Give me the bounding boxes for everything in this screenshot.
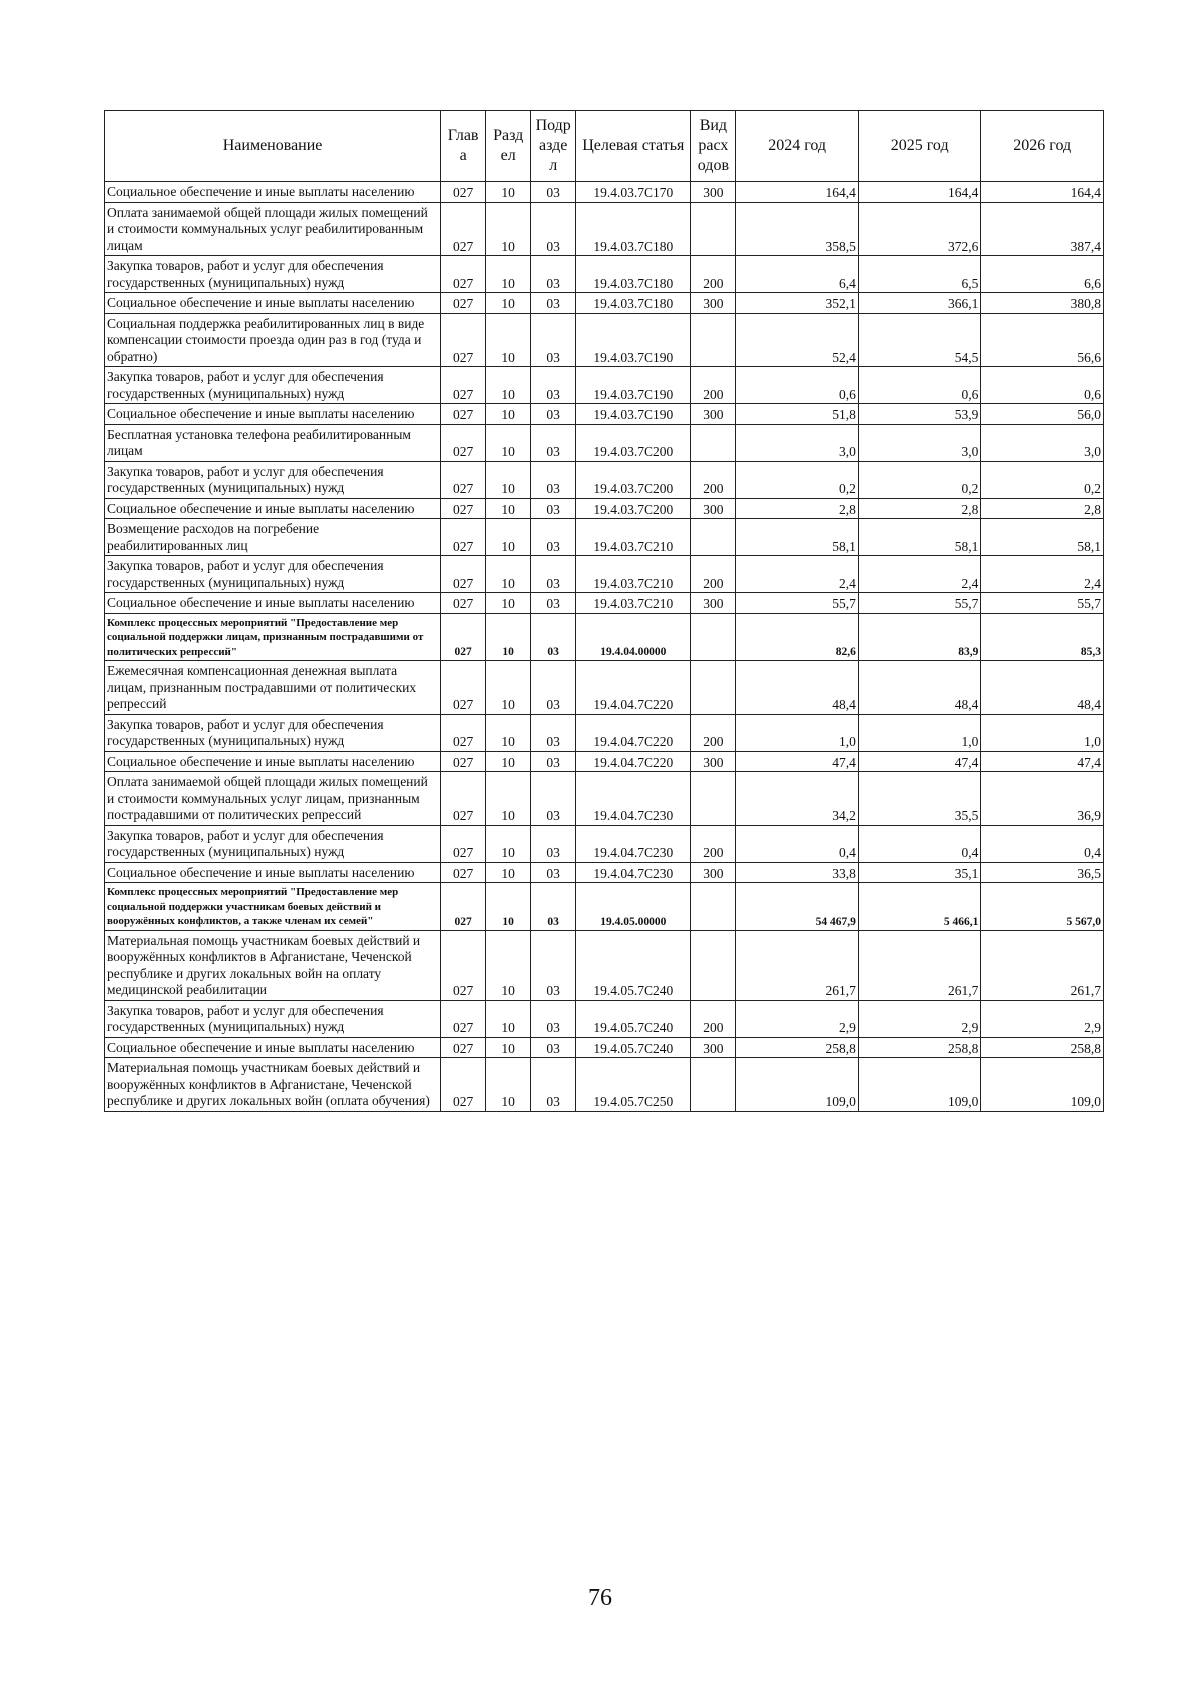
row-glava: 027 (441, 519, 486, 556)
row-podrazdel: 03 (531, 519, 576, 556)
row-razdel: 10 (486, 313, 531, 367)
table-body (105, 182, 1104, 1112)
row-value-2025: 47,4 (858, 751, 981, 772)
row-value-2024: 358,5 (736, 202, 859, 256)
row-expense-type (691, 1058, 736, 1112)
row-value-2026: 258,8 (981, 1037, 1104, 1058)
row-target-article: 19.4.05.7С240 (576, 1000, 691, 1037)
row-name: Социальное обеспечение и иные выплаты населению (105, 182, 441, 203)
row-value-2025: 58,1 (858, 519, 981, 556)
row-target-article: 19.4.05.7С250 (576, 1058, 691, 1112)
row-glava: 027 (441, 1058, 486, 1112)
table-row (105, 714, 1104, 751)
row-podrazdel: 03 (531, 593, 576, 614)
row-podrazdel: 03 (531, 714, 576, 751)
row-target-article: 19.4.04.7С220 (576, 714, 691, 751)
row-glava: 027 (441, 556, 486, 593)
row-value-2024: 352,1 (736, 293, 859, 314)
row-value-2025: 53,9 (858, 404, 981, 425)
row-podrazdel: 03 (531, 661, 576, 715)
table-row (105, 519, 1104, 556)
row-podrazdel: 03 (531, 424, 576, 461)
row-target-article: 19.4.03.7С180 (576, 256, 691, 293)
row-value-2026: 48,4 (981, 661, 1104, 715)
row-target-article: 19.4.04.7С230 (576, 772, 691, 826)
row-glava: 027 (441, 498, 486, 519)
row-expense-type (691, 613, 736, 661)
row-podrazdel: 03 (531, 751, 576, 772)
row-razdel: 10 (486, 714, 531, 751)
header-target-article: Целевая статья (576, 111, 691, 182)
row-expense-type: 300 (691, 404, 736, 425)
header-podrazdel: Подр азде л (531, 111, 576, 182)
row-value-2025: 0,6 (858, 367, 981, 404)
row-podrazdel: 03 (531, 498, 576, 519)
row-glava: 027 (441, 404, 486, 425)
row-expense-type: 200 (691, 367, 736, 404)
row-razdel: 10 (486, 1037, 531, 1058)
row-glava: 027 (441, 256, 486, 293)
row-target-article: 19.4.03.7С180 (576, 202, 691, 256)
row-razdel: 10 (486, 593, 531, 614)
row-target-article: 19.4.03.7С170 (576, 182, 691, 203)
row-glava: 027 (441, 367, 486, 404)
row-value-2024: 261,7 (736, 930, 859, 1000)
row-value-2024: 6,4 (736, 256, 859, 293)
row-podrazdel: 03 (531, 1000, 576, 1037)
row-value-2026: 36,5 (981, 862, 1104, 883)
row-razdel: 10 (486, 825, 531, 862)
row-value-2026: 387,4 (981, 202, 1104, 256)
row-expense-type: 200 (691, 825, 736, 862)
row-expense-type (691, 313, 736, 367)
row-value-2026: 36,9 (981, 772, 1104, 826)
row-value-2024: 54 467,9 (736, 883, 859, 931)
row-podrazdel: 03 (531, 556, 576, 593)
row-expense-type: 200 (691, 714, 736, 751)
row-value-2025: 2,8 (858, 498, 981, 519)
row-value-2025: 35,1 (858, 862, 981, 883)
row-expense-type (691, 883, 736, 931)
row-value-2026: 85,3 (981, 613, 1104, 661)
row-name: Социальное обеспечение и иные выплаты населению (105, 293, 441, 314)
row-razdel: 10 (486, 751, 531, 772)
table-row (105, 256, 1104, 293)
row-glava: 027 (441, 825, 486, 862)
row-value-2025: 164,4 (858, 182, 981, 203)
row-name: Материальная помощь участникам боевых действий и вооружённых конфликтов в Афганистане, Чеченской республике и других локальных войн на оплату медицинской реабилитации (105, 930, 441, 1000)
row-value-2024: 164,4 (736, 182, 859, 203)
row-expense-type (691, 202, 736, 256)
row-glava: 027 (441, 1000, 486, 1037)
row-value-2025: 1,0 (858, 714, 981, 751)
row-value-2024: 51,8 (736, 404, 859, 425)
row-razdel: 10 (486, 556, 531, 593)
row-value-2026: 0,2 (981, 461, 1104, 498)
row-expense-type (691, 424, 736, 461)
row-razdel: 10 (486, 883, 531, 931)
row-target-article: 19.4.05.7С240 (576, 930, 691, 1000)
row-value-2026: 0,6 (981, 367, 1104, 404)
row-value-2025: 55,7 (858, 593, 981, 614)
header-2026: 2026 год (981, 111, 1104, 182)
row-podrazdel: 03 (531, 293, 576, 314)
row-glava: 027 (441, 593, 486, 614)
table-row (105, 293, 1104, 314)
table-row (105, 1058, 1104, 1112)
row-name: Возмещение расходов на погребение реабилитированных лиц (105, 519, 441, 556)
row-glava: 027 (441, 202, 486, 256)
table-row (105, 613, 1104, 661)
table-row (105, 862, 1104, 883)
row-glava: 027 (441, 772, 486, 826)
row-expense-type (691, 519, 736, 556)
row-value-2025: 261,7 (858, 930, 981, 1000)
row-name: Социальное обеспечение и иные выплаты населению (105, 404, 441, 425)
header-expense-type: Вид расх одов (691, 111, 736, 182)
row-value-2026: 5 567,0 (981, 883, 1104, 931)
row-name: Оплата занимаемой общей площади жилых помещений и стоимости коммунальных услуг реабилитированным лицам (105, 202, 441, 256)
row-podrazdel: 03 (531, 862, 576, 883)
page-number: 76 (588, 1585, 612, 1611)
table-row (105, 661, 1104, 715)
row-value-2025: 5 466,1 (858, 883, 981, 931)
row-glava: 027 (441, 613, 486, 661)
row-value-2026: 55,7 (981, 593, 1104, 614)
row-razdel: 10 (486, 404, 531, 425)
row-target-article: 19.4.04.00000 (576, 613, 691, 661)
budget-table-sheet (104, 110, 1104, 1112)
row-podrazdel: 03 (531, 930, 576, 1000)
row-target-article: 19.4.03.7С190 (576, 313, 691, 367)
row-name: Социальная поддержка реабилитированных лиц в виде компенсации стоимости проезда один раз в год (туда и обратно) (105, 313, 441, 367)
table-row (105, 404, 1104, 425)
row-podrazdel: 03 (531, 256, 576, 293)
row-glava: 027 (441, 751, 486, 772)
row-value-2026: 58,1 (981, 519, 1104, 556)
header-glava: Глав а (441, 111, 486, 182)
row-podrazdel: 03 (531, 1037, 576, 1058)
row-value-2026: 261,7 (981, 930, 1104, 1000)
row-razdel: 10 (486, 772, 531, 826)
row-glava: 027 (441, 182, 486, 203)
row-value-2024: 34,2 (736, 772, 859, 826)
budget-table (104, 110, 1104, 1112)
row-name: Закупка товаров, работ и услуг для обеспечения государственных (муниципальных) нужд (105, 825, 441, 862)
table-row (105, 751, 1104, 772)
row-value-2025: 372,6 (858, 202, 981, 256)
header-razdel: Разд ел (486, 111, 531, 182)
row-value-2024: 47,4 (736, 751, 859, 772)
table-row (105, 182, 1104, 203)
row-value-2024: 82,6 (736, 613, 859, 661)
row-razdel: 10 (486, 661, 531, 715)
row-podrazdel: 03 (531, 202, 576, 256)
row-value-2024: 2,8 (736, 498, 859, 519)
row-razdel: 10 (486, 930, 531, 1000)
row-glava: 027 (441, 1037, 486, 1058)
table-row (105, 930, 1104, 1000)
row-value-2025: 54,5 (858, 313, 981, 367)
row-podrazdel: 03 (531, 772, 576, 826)
table-row (105, 461, 1104, 498)
row-expense-type (691, 661, 736, 715)
row-value-2024: 58,1 (736, 519, 859, 556)
row-razdel: 10 (486, 293, 531, 314)
row-value-2024: 0,2 (736, 461, 859, 498)
row-target-article: 19.4.03.7С180 (576, 293, 691, 314)
row-value-2025: 35,5 (858, 772, 981, 826)
row-value-2024: 55,7 (736, 593, 859, 614)
row-value-2025: 109,0 (858, 1058, 981, 1112)
row-target-article: 19.4.04.7С220 (576, 751, 691, 772)
table-row (105, 367, 1104, 404)
row-value-2025: 48,4 (858, 661, 981, 715)
row-razdel: 10 (486, 461, 531, 498)
table-row (105, 202, 1104, 256)
row-expense-type: 300 (691, 1037, 736, 1058)
row-name: Закупка товаров, работ и услуг для обеспечения государственных (муниципальных) нужд (105, 556, 441, 593)
row-value-2025: 3,0 (858, 424, 981, 461)
row-value-2026: 0,4 (981, 825, 1104, 862)
row-value-2026: 1,0 (981, 714, 1104, 751)
row-target-article: 19.4.03.7С190 (576, 367, 691, 404)
row-razdel: 10 (486, 498, 531, 519)
row-glava: 027 (441, 862, 486, 883)
row-razdel: 10 (486, 367, 531, 404)
row-value-2024: 48,4 (736, 661, 859, 715)
row-target-article: 19.4.03.7С200 (576, 424, 691, 461)
row-name: Комплекс процессных мероприятий "Предоставление мер социальной поддержки участникам боевых действий и вооружённых конфликтов, а также членам их семей" (105, 883, 441, 931)
row-expense-type: 200 (691, 256, 736, 293)
row-value-2025: 0,4 (858, 825, 981, 862)
row-podrazdel: 03 (531, 313, 576, 367)
row-name: Социальное обеспечение и иные выплаты населению (105, 862, 441, 883)
row-razdel: 10 (486, 182, 531, 203)
row-name: Социальное обеспечение и иные выплаты населению (105, 1037, 441, 1058)
row-podrazdel: 03 (531, 461, 576, 498)
row-value-2024: 0,4 (736, 825, 859, 862)
row-target-article: 19.4.03.7С200 (576, 461, 691, 498)
row-target-article: 19.4.04.7С230 (576, 825, 691, 862)
row-value-2026: 56,6 (981, 313, 1104, 367)
row-value-2025: 6,5 (858, 256, 981, 293)
row-value-2024: 33,8 (736, 862, 859, 883)
row-expense-type (691, 772, 736, 826)
table-row (105, 1000, 1104, 1037)
row-razdel: 10 (486, 613, 531, 661)
row-razdel: 10 (486, 1058, 531, 1112)
row-value-2024: 2,4 (736, 556, 859, 593)
row-value-2026: 3,0 (981, 424, 1104, 461)
row-name: Социальное обеспечение и иные выплаты населению (105, 498, 441, 519)
row-value-2025: 366,1 (858, 293, 981, 314)
row-value-2026: 109,0 (981, 1058, 1104, 1112)
row-razdel: 10 (486, 862, 531, 883)
row-glava: 027 (441, 661, 486, 715)
row-expense-type: 300 (691, 182, 736, 203)
row-value-2024: 0,6 (736, 367, 859, 404)
row-expense-type: 200 (691, 1000, 736, 1037)
row-podrazdel: 03 (531, 613, 576, 661)
row-target-article: 19.4.05.00000 (576, 883, 691, 931)
row-podrazdel: 03 (531, 404, 576, 425)
row-value-2024: 109,0 (736, 1058, 859, 1112)
table-row (105, 313, 1104, 367)
row-razdel: 10 (486, 202, 531, 256)
row-value-2026: 47,4 (981, 751, 1104, 772)
row-razdel: 10 (486, 519, 531, 556)
row-value-2026: 6,6 (981, 256, 1104, 293)
row-name: Закупка товаров, работ и услуг для обеспечения государственных (муниципальных) нужд (105, 256, 441, 293)
row-name: Оплата занимаемой общей площади жилых помещений и стоимости коммунальных услуг лицам, признанным пострадавшими от политических репрессий (105, 772, 441, 826)
row-expense-type: 300 (691, 593, 736, 614)
row-podrazdel: 03 (531, 1058, 576, 1112)
row-expense-type: 200 (691, 556, 736, 593)
row-value-2026: 2,8 (981, 498, 1104, 519)
row-value-2026: 164,4 (981, 182, 1104, 203)
row-glava: 027 (441, 714, 486, 751)
row-value-2025: 2,4 (858, 556, 981, 593)
row-name: Комплекс процессных мероприятий "Предоставление мер социальной поддержки лицам, признанным пострадавшими от политических репрессий" (105, 613, 441, 661)
row-glava: 027 (441, 930, 486, 1000)
row-razdel: 10 (486, 424, 531, 461)
row-value-2025: 258,8 (858, 1037, 981, 1058)
row-target-article: 19.4.03.7С210 (576, 519, 691, 556)
row-value-2024: 258,8 (736, 1037, 859, 1058)
row-glava: 027 (441, 424, 486, 461)
row-name: Социальное обеспечение и иные выплаты населению (105, 751, 441, 772)
table-row (105, 883, 1104, 931)
row-value-2024: 3,0 (736, 424, 859, 461)
row-name: Закупка товаров, работ и услуг для обеспечения государственных (муниципальных) нужд (105, 461, 441, 498)
row-value-2025: 0,2 (858, 461, 981, 498)
row-value-2026: 2,4 (981, 556, 1104, 593)
row-expense-type (691, 930, 736, 1000)
row-podrazdel: 03 (531, 182, 576, 203)
row-glava: 027 (441, 293, 486, 314)
row-glava: 027 (441, 461, 486, 498)
header-row (105, 111, 1104, 182)
row-glava: 027 (441, 883, 486, 931)
row-expense-type: 300 (691, 498, 736, 519)
row-value-2024: 1,0 (736, 714, 859, 751)
row-target-article: 19.4.03.7С200 (576, 498, 691, 519)
row-value-2026: 380,8 (981, 293, 1104, 314)
header-name: Наименование (105, 111, 441, 182)
row-expense-type: 300 (691, 293, 736, 314)
table-row (105, 1037, 1104, 1058)
row-podrazdel: 03 (531, 883, 576, 931)
row-value-2024: 52,4 (736, 313, 859, 367)
table-row (105, 498, 1104, 519)
row-name: Закупка товаров, работ и услуг для обеспечения государственных (муниципальных) нужд (105, 714, 441, 751)
header-2025: 2025 год (858, 111, 981, 182)
table-row (105, 424, 1104, 461)
row-target-article: 19.4.03.7С210 (576, 556, 691, 593)
row-name: Материальная помощь участникам боевых действий и вооружённых конфликтов в Афганистане, Чеченской республике и других локальных войн (оплата обучения) (105, 1058, 441, 1112)
row-expense-type: 300 (691, 862, 736, 883)
row-target-article: 19.4.04.7С230 (576, 862, 691, 883)
row-podrazdel: 03 (531, 825, 576, 862)
row-value-2026: 2,9 (981, 1000, 1104, 1037)
row-name: Ежемесячная компенсационная денежная выплата лицам, признанным пострадавшими от политических репрессий (105, 661, 441, 715)
row-name: Закупка товаров, работ и услуг для обеспечения государственных (муниципальных) нужд (105, 367, 441, 404)
row-target-article: 19.4.03.7С210 (576, 593, 691, 614)
table-row (105, 772, 1104, 826)
row-name: Бесплатная установка телефона реабилитированным лицам (105, 424, 441, 461)
row-name: Социальное обеспечение и иные выплаты населению (105, 593, 441, 614)
header-2024: 2024 год (736, 111, 859, 182)
row-expense-type: 300 (691, 751, 736, 772)
row-value-2026: 56,0 (981, 404, 1104, 425)
row-value-2024: 2,9 (736, 1000, 859, 1037)
table-row (105, 825, 1104, 862)
row-glava: 027 (441, 313, 486, 367)
row-value-2025: 83,9 (858, 613, 981, 661)
table-row (105, 593, 1104, 614)
row-target-article: 19.4.05.7С240 (576, 1037, 691, 1058)
table-row (105, 556, 1104, 593)
row-target-article: 19.4.04.7С220 (576, 661, 691, 715)
row-razdel: 10 (486, 1000, 531, 1037)
row-target-article: 19.4.03.7С190 (576, 404, 691, 425)
row-razdel: 10 (486, 256, 531, 293)
row-expense-type: 200 (691, 461, 736, 498)
row-podrazdel: 03 (531, 367, 576, 404)
row-value-2025: 2,9 (858, 1000, 981, 1037)
row-name: Закупка товаров, работ и услуг для обеспечения государственных (муниципальных) нужд (105, 1000, 441, 1037)
